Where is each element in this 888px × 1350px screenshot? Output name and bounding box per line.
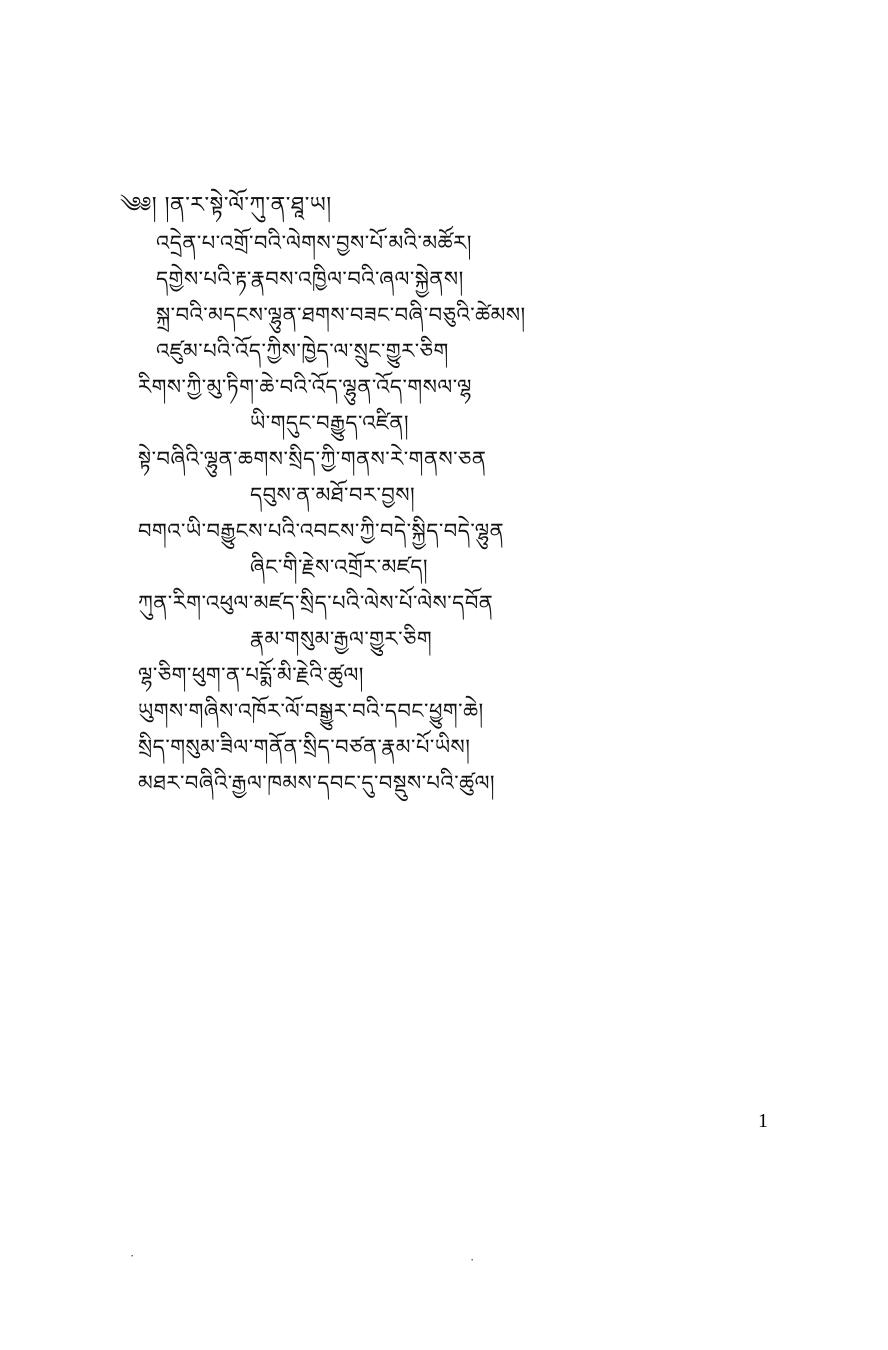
text-line-3: སྐྲ་བའི་མདངས་ལྷུན་ཐགས་བཟང་བཞི་བཅུའི་ཚེམས། [156, 303, 526, 327]
text-line-16: མཐར་བཞིའི་རྒྱལ་ཁམས་དབང་དུ་བསྡུས་པའི་ཚུལ། [138, 771, 496, 795]
text-line-13: ལྷ་ཅིག་ཕུག་ན་པདྨོ་མི་རྗེའི་ཚུལ། [138, 663, 364, 687]
page-number: 1 [758, 1110, 768, 1132]
text-line-4: འཛུམ་པའི་འོད་ཀྱིས་ཁྱེད་ལ་སྲུང་གྱུར་ཅིག [156, 339, 449, 363]
footer-mark-center: · [470, 1252, 475, 1267]
text-line-10: ཞིང་གི་རྗེས་འགྲོར་མཛད། [250, 555, 429, 579]
text-line-7: སྟེ་བཞིའི་ལྷུན་ཆགས་སྲིད་ཀྱི་གནས་རེ་གནས་ཅན [138, 447, 487, 471]
text-line-head: ༄༅། །ན་ར་སྟེ་ལོ་ཀུ་ན་ཐཱ་ཡ། [120, 193, 332, 218]
text-line-9: བགའ་ཡི་བརྒྱུངས་པའི་འབངས་ཀྱི་བདེ་སྐྱིད་བདེ་ལྷུན [138, 519, 505, 543]
text-line-15: སྲིད་གསུམ་ཟིལ་གནོན་སྲིད་བཙན་རྣམ་པོ་ཡིས། [138, 735, 471, 759]
text-line-2: དགྱེས་པའི་རྟ་རྣབས་འཁྱིལ་བའི་ཞལ་སྐྱེནས། [156, 267, 464, 291]
text-line-12: རྣམ་གསུམ་རྒྱལ་གྱུར་ཅིག [250, 627, 433, 651]
text-line-6: ཡི་གདུང་བརྒྱུད་འཛིན། [250, 411, 409, 435]
text-line-5: རིགས་ཀྱི་མུ་ཏིག་ཆེ་བའི་འོད་ལྷུན་འོད་གསལ་ལྷ [138, 375, 472, 399]
text-line-11: ཀུན་རིག་འཕུལ་མཛད་སྲིད་པའི་ལེས་པོ་ལེས་དབོན [138, 591, 494, 615]
text-line-1: འདྲེན་པ་འགྲོ་བའི་ལེགས་བྱས་པོ་མའི་མཚོར། [156, 231, 472, 255]
text-line-14: ཡུགས་གཞིས་འཁོར་ལོ་བསྒྱུར་བའི་དབང་ཕྱུག་ཆེ། [138, 699, 484, 723]
footer-mark-left: · [130, 1248, 135, 1263]
text-line-8: དབུས་ན་མཐོ་བར་བྱས། [250, 483, 416, 507]
tibetan-text-block [120, 195, 780, 809]
footer-marks [0, 1248, 888, 1267]
